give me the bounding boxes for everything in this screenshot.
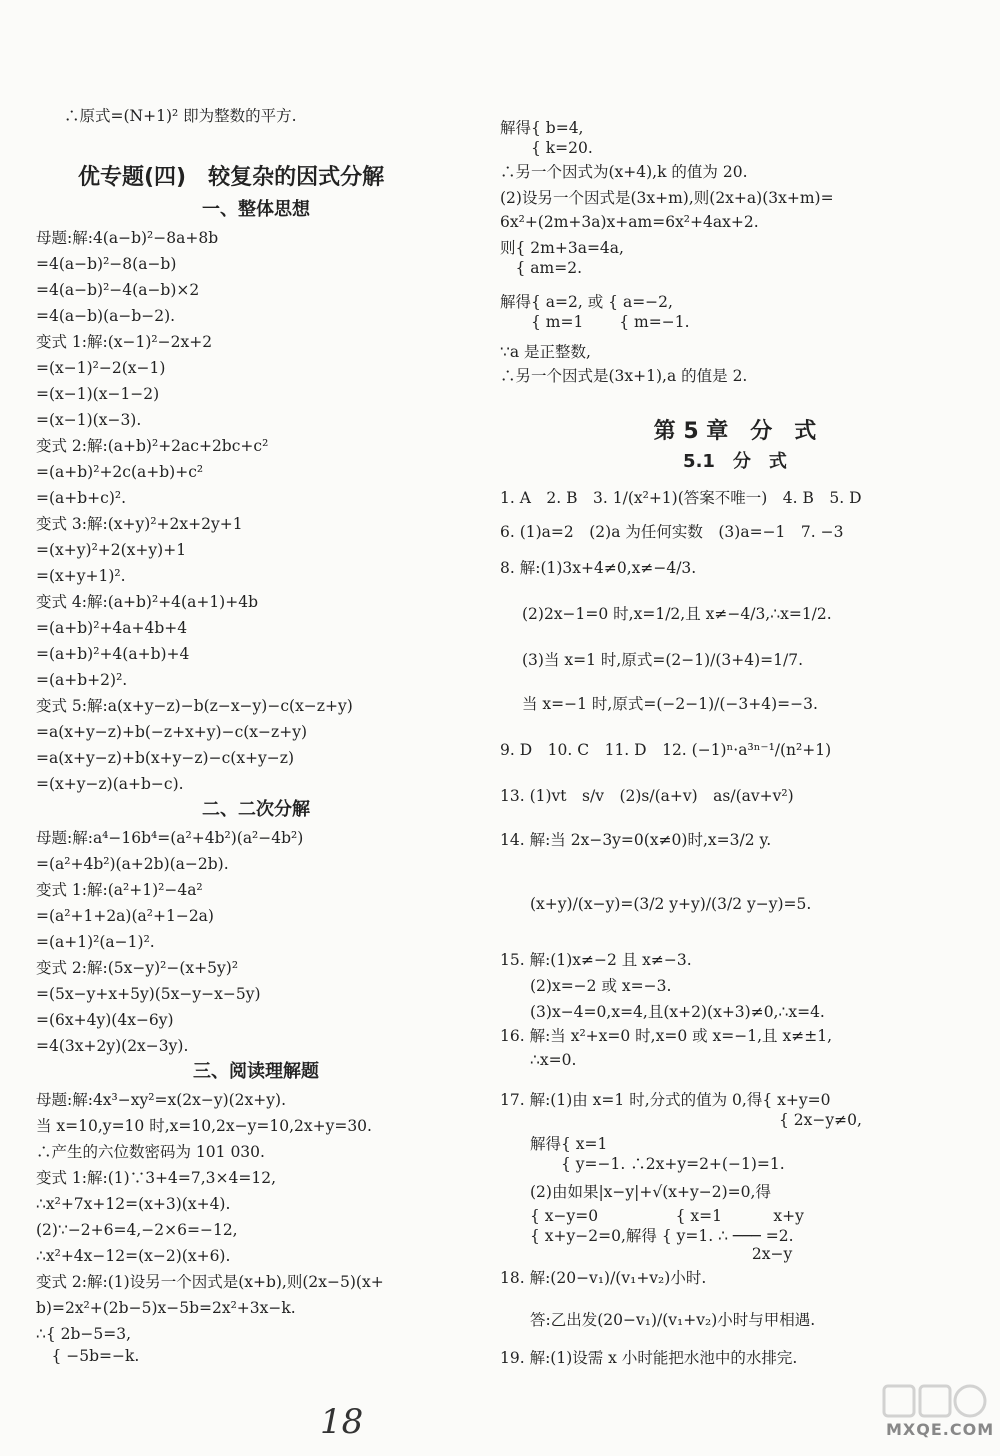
text-line: ∴x²+4x−12=(x−2)(x+6). bbox=[36, 1247, 231, 1265]
text-line: =(a+1)²(a−1)². bbox=[36, 933, 155, 951]
text-line: =(x+y+1)². bbox=[36, 567, 126, 585]
text-line: =(5x−y+x+5y)(5x−y−x−5y) bbox=[36, 985, 261, 1003]
text-line: =(a+b+c)². bbox=[36, 489, 127, 507]
text-line: 解得{ a=2, 或 { a=−2, bbox=[500, 293, 673, 311]
text-line: 变式 1:解:(x−1)²−2x+2 bbox=[36, 333, 213, 351]
text-line: =4(a−b)²−8(a−b) bbox=[36, 255, 177, 273]
text-line: =(x+y−z)(a+b−c). bbox=[36, 775, 184, 793]
text-line: ∴产生的六位数密码为 101 030. bbox=[36, 1143, 265, 1161]
text-line: 变式 4:解:(a+b)²+4(a+1)+4b bbox=[36, 593, 258, 611]
text-line: 6x²+(2m+3a)x+am=6x²+4ax+2. bbox=[500, 213, 759, 231]
text-line: 母题:解:4(a−b)²−8a+8b bbox=[36, 229, 219, 247]
page-number: 18 bbox=[320, 1402, 364, 1442]
text-line: 6. (1)a=2 (2)a 为任何实数 (3)a=−1 7. −3 bbox=[500, 523, 844, 541]
section-heading: 5.1 分 式 bbox=[683, 451, 787, 472]
subsection-heading: 二、二次分解 bbox=[202, 799, 310, 820]
text-line: =4(a−b)²−4(a−b)×2 bbox=[36, 281, 200, 299]
text-line: 变式 3:解:(x+y)²+2x+2y+1 bbox=[36, 515, 243, 533]
text-line: { y=−1. ∴2x+y=2+(−1)=1. bbox=[530, 1155, 785, 1173]
text-line: 当 x=−1 时,原式=(−2−1)/(−3+4)=−3. bbox=[522, 695, 818, 713]
text-line: { −5b=−k. bbox=[36, 1347, 140, 1365]
text-line: ∴原式=(N+1)² 即为整数的平方. bbox=[64, 107, 297, 125]
text-line: 解得{ b=4, bbox=[500, 119, 584, 137]
text-line: 1. A 2. B 3. 1/(x²+1)(答案不唯一) 4. B 5. D bbox=[500, 489, 862, 507]
text-line: 13. (1)vt s/v (2)s/(a+v) as/(av+v²) bbox=[500, 787, 794, 805]
text-line: (2)x=−2 或 x=−3. bbox=[530, 977, 672, 995]
text-line: (3)x−4=0,x=4,且(x+2)(x+3)≠0,∴x=4. bbox=[530, 1003, 825, 1021]
text-line: { am=2. bbox=[500, 259, 583, 277]
text-line: =a(x+y−z)+b(−z+x+y)−c(x−z+y) bbox=[36, 723, 307, 741]
text-line: =(a+b)²+4a+4b+4 bbox=[36, 619, 188, 637]
text-line: 答:乙出发(20−v₁)/(v₁+v₂)小时与甲相遇. bbox=[530, 1311, 816, 1329]
text-line: 15. 解:(1)x≠−2 且 x≠−3. bbox=[500, 951, 692, 969]
chapter-title: 第 5 章 分 式 bbox=[653, 419, 817, 444]
text-line: ∵a 是正整数, bbox=[500, 343, 591, 361]
text-line: { m=1 { m=−1. bbox=[500, 313, 690, 331]
subsection-heading: 三、阅读理解题 bbox=[193, 1061, 319, 1082]
text-line: =(a+b+2)². bbox=[36, 671, 128, 689]
text-line: 17. 解:(1)由 x=1 时,分式的值为 0,得{ x+y=0 bbox=[500, 1091, 831, 1109]
text-line: b)=2x²+(2b−5)x−5b=2x²+3x−k. bbox=[36, 1299, 296, 1317]
text-line: 14. 解:当 2x−3y=0(x≠0)时,x=3/2 y. bbox=[500, 831, 772, 849]
section-title: 优专题(四) 较复杂的因式分解 bbox=[78, 165, 385, 190]
text-line: ∴{ 2b−5=3, bbox=[36, 1325, 132, 1343]
text-line: { 2x−y≠0, bbox=[500, 1111, 862, 1129]
text-line: 变式 2:解:(5x−y)²−(x+5y)² bbox=[36, 959, 239, 977]
text-line: (2)由如果|x−y|+√(x+y−2)=0,得 bbox=[530, 1183, 771, 1201]
text-line: 18. 解:(20−v₁)/(v₁+v₂)小时. bbox=[500, 1269, 707, 1287]
text-line: (x+y)/(x−y)=(3/2 y+y)/(3/2 y−y)=5. bbox=[530, 895, 812, 913]
text-line: { x+y−2=0,解得 { y=1. ∴ ─── =2. bbox=[530, 1227, 794, 1245]
text-line: 变式 1:解:(1)∵3+4=7,3×4=12, bbox=[36, 1169, 277, 1187]
subsection-heading: 一、整体思想 bbox=[202, 199, 310, 220]
text-line: =4(a−b)(a−b−2). bbox=[36, 307, 176, 325]
text-line: =(x−1)(x−3). bbox=[36, 411, 142, 429]
text-line: =(a+b)²+2c(a+b)+c² bbox=[36, 463, 204, 481]
text-line: ∴另一个因式为(x+4),k 的值为 20. bbox=[500, 163, 748, 181]
text-line: { k=20. bbox=[500, 139, 593, 157]
text-line: 2x−y bbox=[530, 1245, 793, 1263]
text-line: =(a²+1+2a)(a²+1−2a) bbox=[36, 907, 214, 925]
text-line: 解得{ x=1 bbox=[530, 1135, 608, 1153]
text-line: 变式 1:解:(a²+1)²−4a² bbox=[36, 881, 203, 899]
watermark-text: MXQE.COM bbox=[886, 1420, 995, 1439]
text-line: =4(3x+2y)(2x−3y). bbox=[36, 1037, 189, 1055]
text-line: =(x−1)²−2(x−1) bbox=[36, 359, 166, 377]
text-line: (2)∵−2+6=4,−2×6=−12, bbox=[36, 1221, 238, 1239]
text-line: 母题:解:4x³−xy²=x(2x−y)(2x+y). bbox=[36, 1091, 286, 1109]
text-line: 母题:解:a⁴−16b⁴=(a²+4b²)(a²−4b²) bbox=[36, 829, 304, 847]
text-line: 则{ 2m+3a=4a, bbox=[500, 239, 624, 257]
text-line: 9. D 10. C 11. D 12. (−1)ⁿ·a³ⁿ⁻¹/(n²+1) bbox=[500, 741, 832, 759]
text-line: 8. 解:(1)3x+4≠0,x≠−4/3. bbox=[500, 559, 697, 577]
text-line: 当 x=10,y=10 时,x=10,2x−y=10,2x+y=30. bbox=[36, 1117, 372, 1135]
text-line: =(a²+4b²)(a+2b)(a−2b). bbox=[36, 855, 229, 873]
text-line: 变式 2:解:(a+b)²+2ac+2bc+c² bbox=[36, 437, 269, 455]
text-line: =(a+b)²+4(a+b)+4 bbox=[36, 645, 190, 663]
text-line: 变式 2:解:(1)设另一个因式是(x+b),则(2x−5)(x+ bbox=[36, 1273, 384, 1291]
text-line: ∴x=0. bbox=[530, 1051, 577, 1069]
text-line: (2)2x−1=0 时,x=1/2,且 x≠−4/3,∴x=1/2. bbox=[522, 605, 832, 623]
text-line: =a(x+y−z)+b(x+y−z)−c(x+y−z) bbox=[36, 749, 295, 767]
text-line: (2)设另一个因式是(3x+m),则(2x+a)(3x+m)= bbox=[500, 189, 834, 207]
text-line: 变式 5:解:a(x+y−z)−b(z−x−y)−c(x−z+y) bbox=[36, 697, 353, 715]
text-line: 16. 解:当 x²+x=0 时,x=0 或 x=−1,且 x≠±1, bbox=[500, 1027, 832, 1045]
text-line: (3)当 x=1 时,原式=(2−1)/(3+4)=1/7. bbox=[522, 651, 804, 669]
text-line: ∴另一个因式是(3x+1),a 的值是 2. bbox=[500, 367, 748, 385]
text-line: =(x−1)(x−1−2) bbox=[36, 385, 160, 403]
text-line: =(x+y)²+2(x+y)+1 bbox=[36, 541, 187, 559]
text-line: =(6x+4y)(4x−6y) bbox=[36, 1011, 174, 1029]
text-line: ∴x²+7x+12=(x+3)(x+4). bbox=[36, 1195, 231, 1213]
text-line: { x−y=0 { x=1 x+y bbox=[530, 1207, 804, 1225]
text-line: 19. 解:(1)设需 x 小时能把水池中的水排完. bbox=[500, 1349, 798, 1367]
